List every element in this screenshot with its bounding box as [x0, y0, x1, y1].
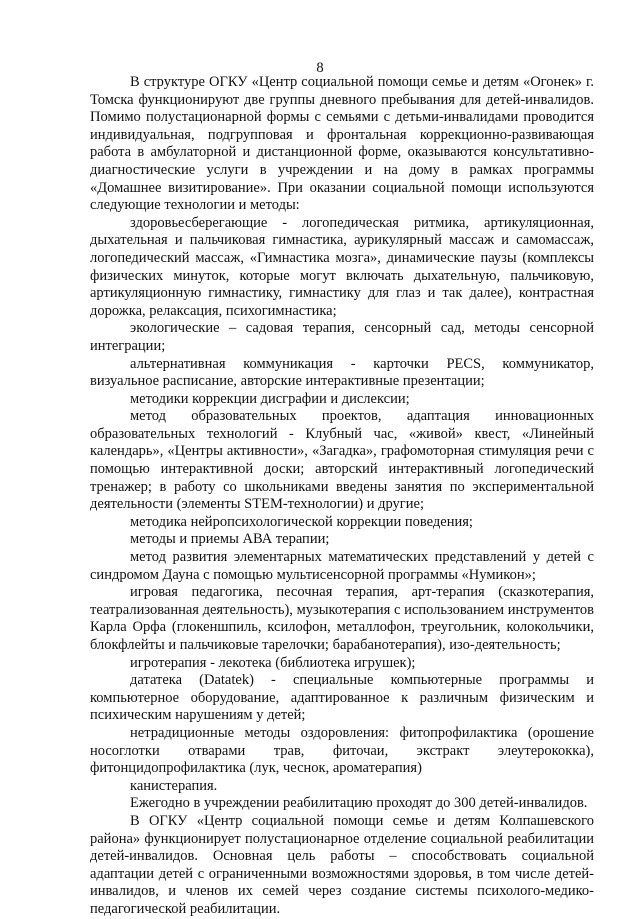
- page-number: 8: [316, 60, 324, 76]
- paragraph-game-pedagogy: игровая педагогика, песочная терапия, арт-терапия (сказкотерапия, театрализованная деятельность), музыкотерапия с использованием инструментов Карла Орфа (глокеншпиль, ксилофон, металлофон, треугольник, колокольчики, блокфлейты и пальчиковые тарелочки; барабанотерапия), изо-деятельность;: [90, 584, 594, 653]
- paragraph-numicon: метод развития элементарных математических представлений у детей с синдромом Дауна с помощью мультисенсорной программы «Нумикон»;: [90, 549, 594, 583]
- paragraph-intro: В структуре ОГКУ «Центр социальной помощи семье и детям «Огонек» г. Томска функционируют две группы дневного пребывания для детей-инвалидов. Помимо полустационарной формы с семьями с детьми-инвалидами проводится индивидуальная, подгрупповая и фронтальная коррекционно-развивающая работа в амбулаторной и дистанционной форме, оказываются консультативно-диагностические услуги в учреждении и на дому в рамках программы «Домашнее визитирование». При оказании социальной помощи используются следующие технологии и методы:: [90, 74, 594, 214]
- paragraph-projects-method: метод образовательных проектов, адаптация инновационных образовательных технологий - Клубный час, «живой» квест, «Линейный календарь», «Центры активности», «Загадка», графомоторная стимуляция речи с помощью интерактивной доски; авторский интерактивный логопедический тренажер; в работу со школьниками введены занятия по экспериментальной деятельности (элементы STEM-технологии) и другие;: [90, 408, 594, 513]
- paragraph-dysgraphia-methods: методики коррекции дисграфии и дислексии;: [130, 390, 410, 407]
- body-text: [90, 74, 594, 919]
- paragraph-nontraditional: нетрадиционные методы оздоровления: фитопрофилактика (орошение носоглотки отварами трав, фиточаи, экстракт элеутерококка), фитонцидопрофилактика (лук, чеснок, ароматерапия): [90, 724, 594, 777]
- paragraph-neuropsychological: методика нейропсихологической коррекции поведения;: [130, 513, 473, 530]
- paragraph-datatek: дататека (Datatek) - специальные компьютерные программы и компьютерное оборудование, адаптированное к различным физическим и психическим нарушениям у детей;: [90, 672, 594, 724]
- paragraph-alternative-communication: альтернативная коммуникация - карточки PECS, коммуникатор, визуальное расписание, авторские интерактивные презентации;: [90, 355, 594, 390]
- paragraph-kolpashevo-center: В ОГКУ «Центр социальной помощи семье и детям Колпашевского района» функционирует полустационарное отделение социальной реабилитации детей-инвалидов. Основная цель работы – способствовать социальной адаптации детей с ограниченными возможностями здоровья, в том числе детей-инвалидов, и членов их семей через создание системы психолого-медико-педагогической реабилитации.: [90, 812, 594, 917]
- paragraph-annual-count: Ежегодно в учреждении реабилитацию проходят до 300 детей-инвалидов.: [130, 795, 588, 812]
- paragraph-ecological: экологические – садовая терапия, сенсорный сад, методы сенсорной интеграции;: [90, 320, 594, 354]
- paragraph-aba: методы и приемы АВА терапии;: [130, 531, 330, 548]
- paragraph-canistherapy: канистерапия.: [130, 777, 218, 794]
- paragraph-toy-library: игротерапия - лекотека (библиотека игрушек);: [130, 654, 416, 671]
- paragraph-health-saving: здоровьесберегающие - логопедическая ритмика, артикуляционная, дыхательная и пальчиковая гимнастика, аурикулярный массаж и самомассаж, логопедический массаж, «Гимнастика мозга», динамические паузы (комплексы физических минуток, которые могут включать дыхательную, пальчиковую, артикуляционную гимнастику, гимнастику для глаз и так далее), контрастная дорожка, релаксация, психогимнастика;: [90, 214, 594, 319]
